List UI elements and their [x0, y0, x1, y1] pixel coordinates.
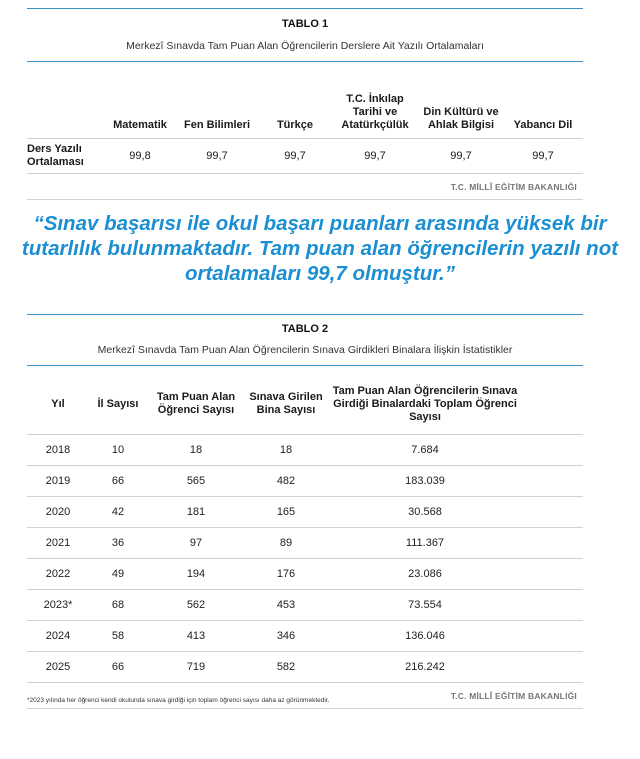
table-cell: 2020: [45, 506, 71, 518]
table-cell: 176: [276, 568, 296, 580]
table-cell: 2018: [45, 444, 71, 456]
table-2-bottom-rule: [27, 682, 583, 683]
table-cell: 582: [276, 661, 296, 673]
table-cell: 36: [111, 537, 125, 549]
table-cell: 413: [186, 630, 206, 642]
table-cell: 99,8: [129, 150, 151, 162]
table-cell: 2023*: [43, 599, 73, 611]
table-cell: 165: [276, 506, 296, 518]
table-cell: 18: [279, 444, 293, 456]
table-row: [27, 496, 583, 527]
table-cell: 73.554: [408, 599, 442, 611]
table-cell: 2025: [45, 661, 71, 673]
table-1: [27, 8, 583, 200]
table-row: [27, 589, 583, 620]
table-2-source-rule: [27, 708, 583, 709]
table-cell: 58: [111, 630, 125, 642]
table-cell: 18: [189, 444, 203, 456]
table-1-title: Merkezî Sınavda Tam Puan Alan Öğrencilerin Derslere Ait Yazılı Ortalamaları: [126, 40, 484, 52]
table-cell: 10: [111, 444, 125, 456]
table-cell: 89: [279, 537, 293, 549]
table-cell: 216.242: [405, 661, 445, 673]
table-1-top-rule: [27, 8, 583, 9]
table-cell: 111.367: [405, 537, 445, 549]
table-1-header-cell: Matematik: [113, 119, 167, 131]
footnote: *2023 yılında her öğrenci kendi okulunda sınava girdiği için toplam öğrenci sayısı daha az görünmektedir.: [27, 697, 330, 704]
table-cell: 99,7: [364, 150, 386, 162]
table-cell: 2019: [45, 475, 71, 487]
table-1-header-cell: T.C. İnkılap Tarihi ve Atatürkçülük: [341, 93, 409, 131]
table-2-label: TABLO 2: [281, 323, 329, 335]
table-2-header-cell: Sınava Girilen Bina Sayısı: [249, 391, 323, 416]
table-1-label: TABLO 1: [281, 18, 329, 30]
table-1-header: [27, 62, 583, 132]
table-cell: 23.086: [408, 568, 442, 580]
table-cell: 183.039: [405, 475, 445, 487]
table-cell: 2024: [45, 630, 71, 642]
table-row: [27, 651, 583, 682]
table-1-row-label: Ders Yazılı Ortalaması: [27, 143, 84, 168]
table-2-header-cell: İl Sayısı: [97, 397, 139, 410]
table-cell: 30.568: [408, 506, 442, 518]
table-cell: 2022: [45, 568, 71, 580]
table-cell: 453: [276, 599, 296, 611]
table-1-header-cell: Din Kültürü ve Ahlak Bilgisi: [423, 106, 499, 131]
table-1-bottom-rule: [27, 173, 583, 174]
table-cell: 42: [111, 506, 125, 518]
table-1-source-rule: [27, 199, 583, 200]
table-cell: 194: [186, 568, 206, 580]
table-1-header-cell: Fen Bilimleri: [183, 119, 251, 131]
table-2-header: [27, 374, 583, 434]
table-cell: 99,7: [532, 150, 554, 162]
table-cell: 136.046: [405, 630, 445, 642]
table-cell: 99,7: [284, 150, 306, 162]
table-2-body: [27, 434, 583, 682]
table-cell: 719: [186, 661, 206, 673]
table-cell: 565: [186, 475, 206, 487]
table-row: [27, 434, 583, 465]
table-cell: 2021: [45, 537, 71, 549]
table-1-header-cell: Türkçe: [276, 119, 314, 131]
table-cell: 68: [111, 599, 125, 611]
table-row: [27, 620, 583, 651]
table-1-header-cell: Yabancı Dil: [513, 119, 573, 131]
table-1-source: T.C. MİLLÎ EĞİTİM BAKANLIĞI: [450, 182, 577, 192]
table-cell: 49: [111, 568, 125, 580]
pull-quote: “Sınav başarısı ile okul başarı puanları arasında yüksek bir tutarlılık bulunmaktadır. Tam puan alan öğrencilerin yazılı not ortalamaları 99,7 olmuştur.”: [21, 212, 619, 285]
table-cell: 562: [186, 599, 206, 611]
table-2-header-cell: Tam Puan Alan Öğrenci Sayısı: [156, 391, 236, 416]
table-cell: 66: [111, 475, 125, 487]
table-row: [27, 139, 583, 173]
table-2-source: T.C. MİLLÎ EĞİTİM BAKANLIĞI: [450, 691, 577, 701]
table-2: [27, 314, 583, 709]
table-cell: 66: [111, 661, 125, 673]
table-2-header-cell: Yıl: [51, 397, 65, 410]
table-cell: 99,7: [206, 150, 228, 162]
table-cell: 181: [186, 506, 206, 518]
table-cell: 346: [276, 630, 296, 642]
table-2-top-rule: [27, 314, 583, 315]
table-row: [27, 465, 583, 496]
table-2-header-cell: Tam Puan Alan Öğrencilerin Sınava Girdiği Binalardaki Toplam Öğrenci Sayısı: [332, 384, 518, 423]
table-cell: 97: [189, 537, 203, 549]
table-2-title: Merkezî Sınavda Tam Puan Alan Öğrencilerin Sınava Girdikleri Binalara İlişkin İstatistikler: [97, 344, 513, 356]
table-row: [27, 558, 583, 589]
table-row: [27, 527, 583, 558]
table-cell: 482: [276, 475, 296, 487]
table-2-title-rule: [27, 365, 583, 366]
table-cell: 7.684: [411, 444, 439, 456]
table-cell: 99,7: [450, 150, 472, 162]
